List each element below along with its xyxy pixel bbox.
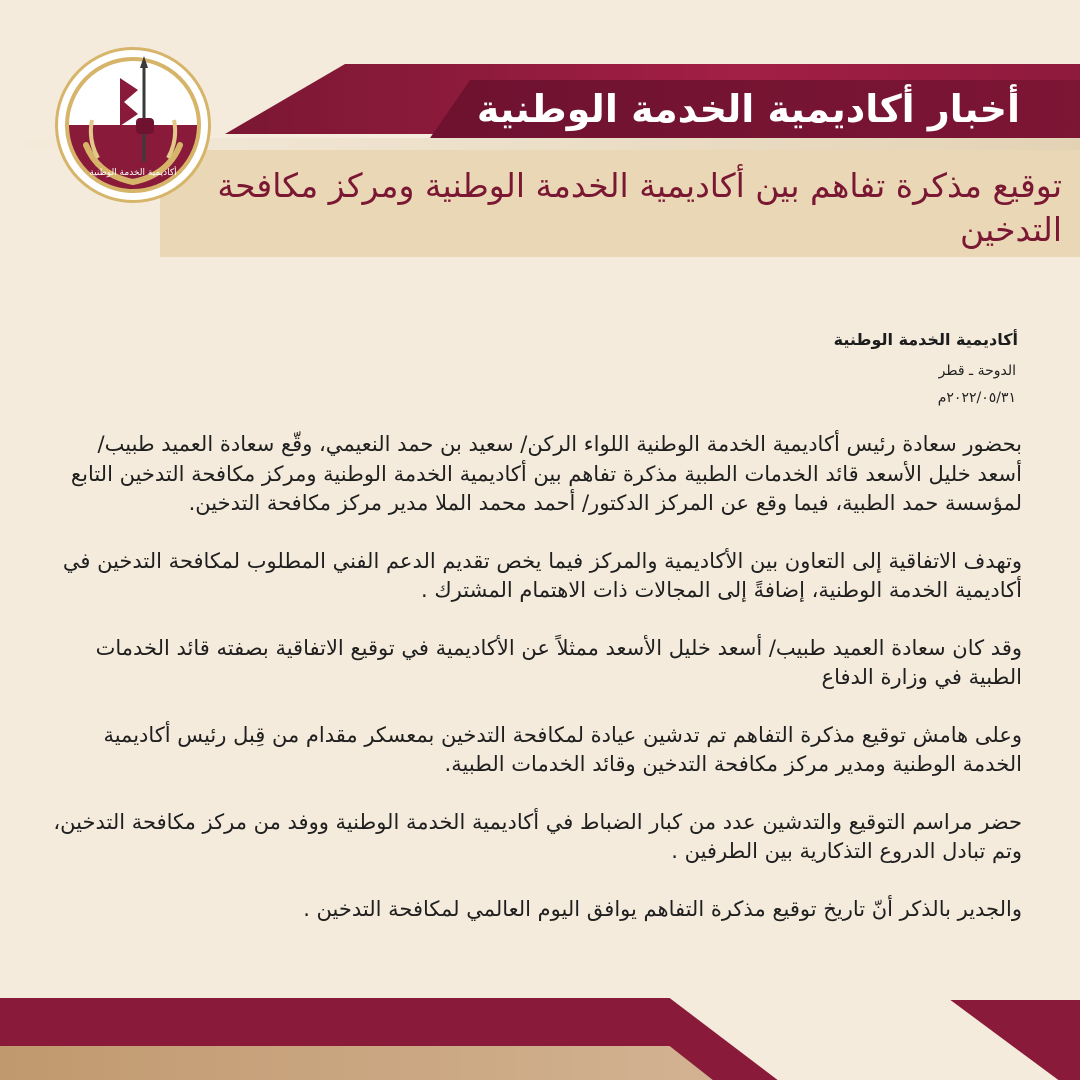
headline: توقيع مذكرة تفاهم بين أكاديمية الخدمة الوطنية ومركز مكافحة التدخين (217, 166, 1062, 249)
location: الدوحة ـ قطر (938, 363, 1016, 379)
article-paragraph: وتهدف الاتفاقية إلى التعاون بين الأكاديمية والمركز فيما يخص تقديم الدعم الفني المطلوب لمكافحة التدخين في أكاديمية الخدمة الوطنية، إضافةً إلى المجالات ذات الاهتمام المشترك . (62, 548, 1022, 602)
article-paragraph: حضر مراسم التوقيع والتدشين عدد من كبار الضباط في أكاديمية الخدمة الوطنية ووفد من مركز مكافحة التدخين، وتم تبادل الدروع التذكارية بين الطرفين . (53, 809, 1022, 863)
article-paragraph: والجدير بالذكر أنّ تاريخ توقيع مذكرة التفاهم يوافق اليوم العالمي لمكافحة التدخين . (303, 896, 1022, 921)
article-body (52, 430, 1022, 952)
page-title: أخبار أكاديمية الخدمة الوطنية (476, 87, 1020, 131)
article-paragraph: وعلى هامش توقيع مذكرة التفاهم تم تدشين عيادة لمكافحة التدخين بمعسكر مقدام من قِبل رئيس أكاديمية الخدمة الوطنية ومدير مركز مكافحة التدخين وقائد الخدمات الطبية. (103, 722, 1022, 776)
date: ٢٠٢٢/٠٥/٣١م (937, 390, 1016, 406)
footer-gold-stripe (0, 1046, 1080, 1080)
article-paragraph: وقد كان سعادة العميد طبيب/ أسعد خليل الأسعد ممثلاً عن الأكاديمية في توقيع الاتفاقية بصفته قائد الخدمات الطبية في وزارة الدفاع (95, 635, 1022, 689)
logo-caption: أكاديمية الخدمة الوطنية (89, 168, 177, 178)
article-paragraph: بحضور سعادة رئيس أكاديمية الخدمة الوطنية اللواء الركن/ سعيد بن حمد النعيمي، وقّع سعادة العميد طبيب/ أسعد خليل الأسعد قائد الخدمات الطبية مذكرة تفاهم بين أكاديمية الخدمة الوطنية ومركز مكافحة التدخين التابع لمؤسسة حمد الطبية، فيما وقع عن المركز الدكتور/ أحمد محمد الملا مدير مركز مكافحة التدخين. (70, 432, 1022, 515)
academy-logo (55, 47, 211, 203)
organization-name: أكاديمية الخدمة الوطنية (833, 330, 1018, 349)
